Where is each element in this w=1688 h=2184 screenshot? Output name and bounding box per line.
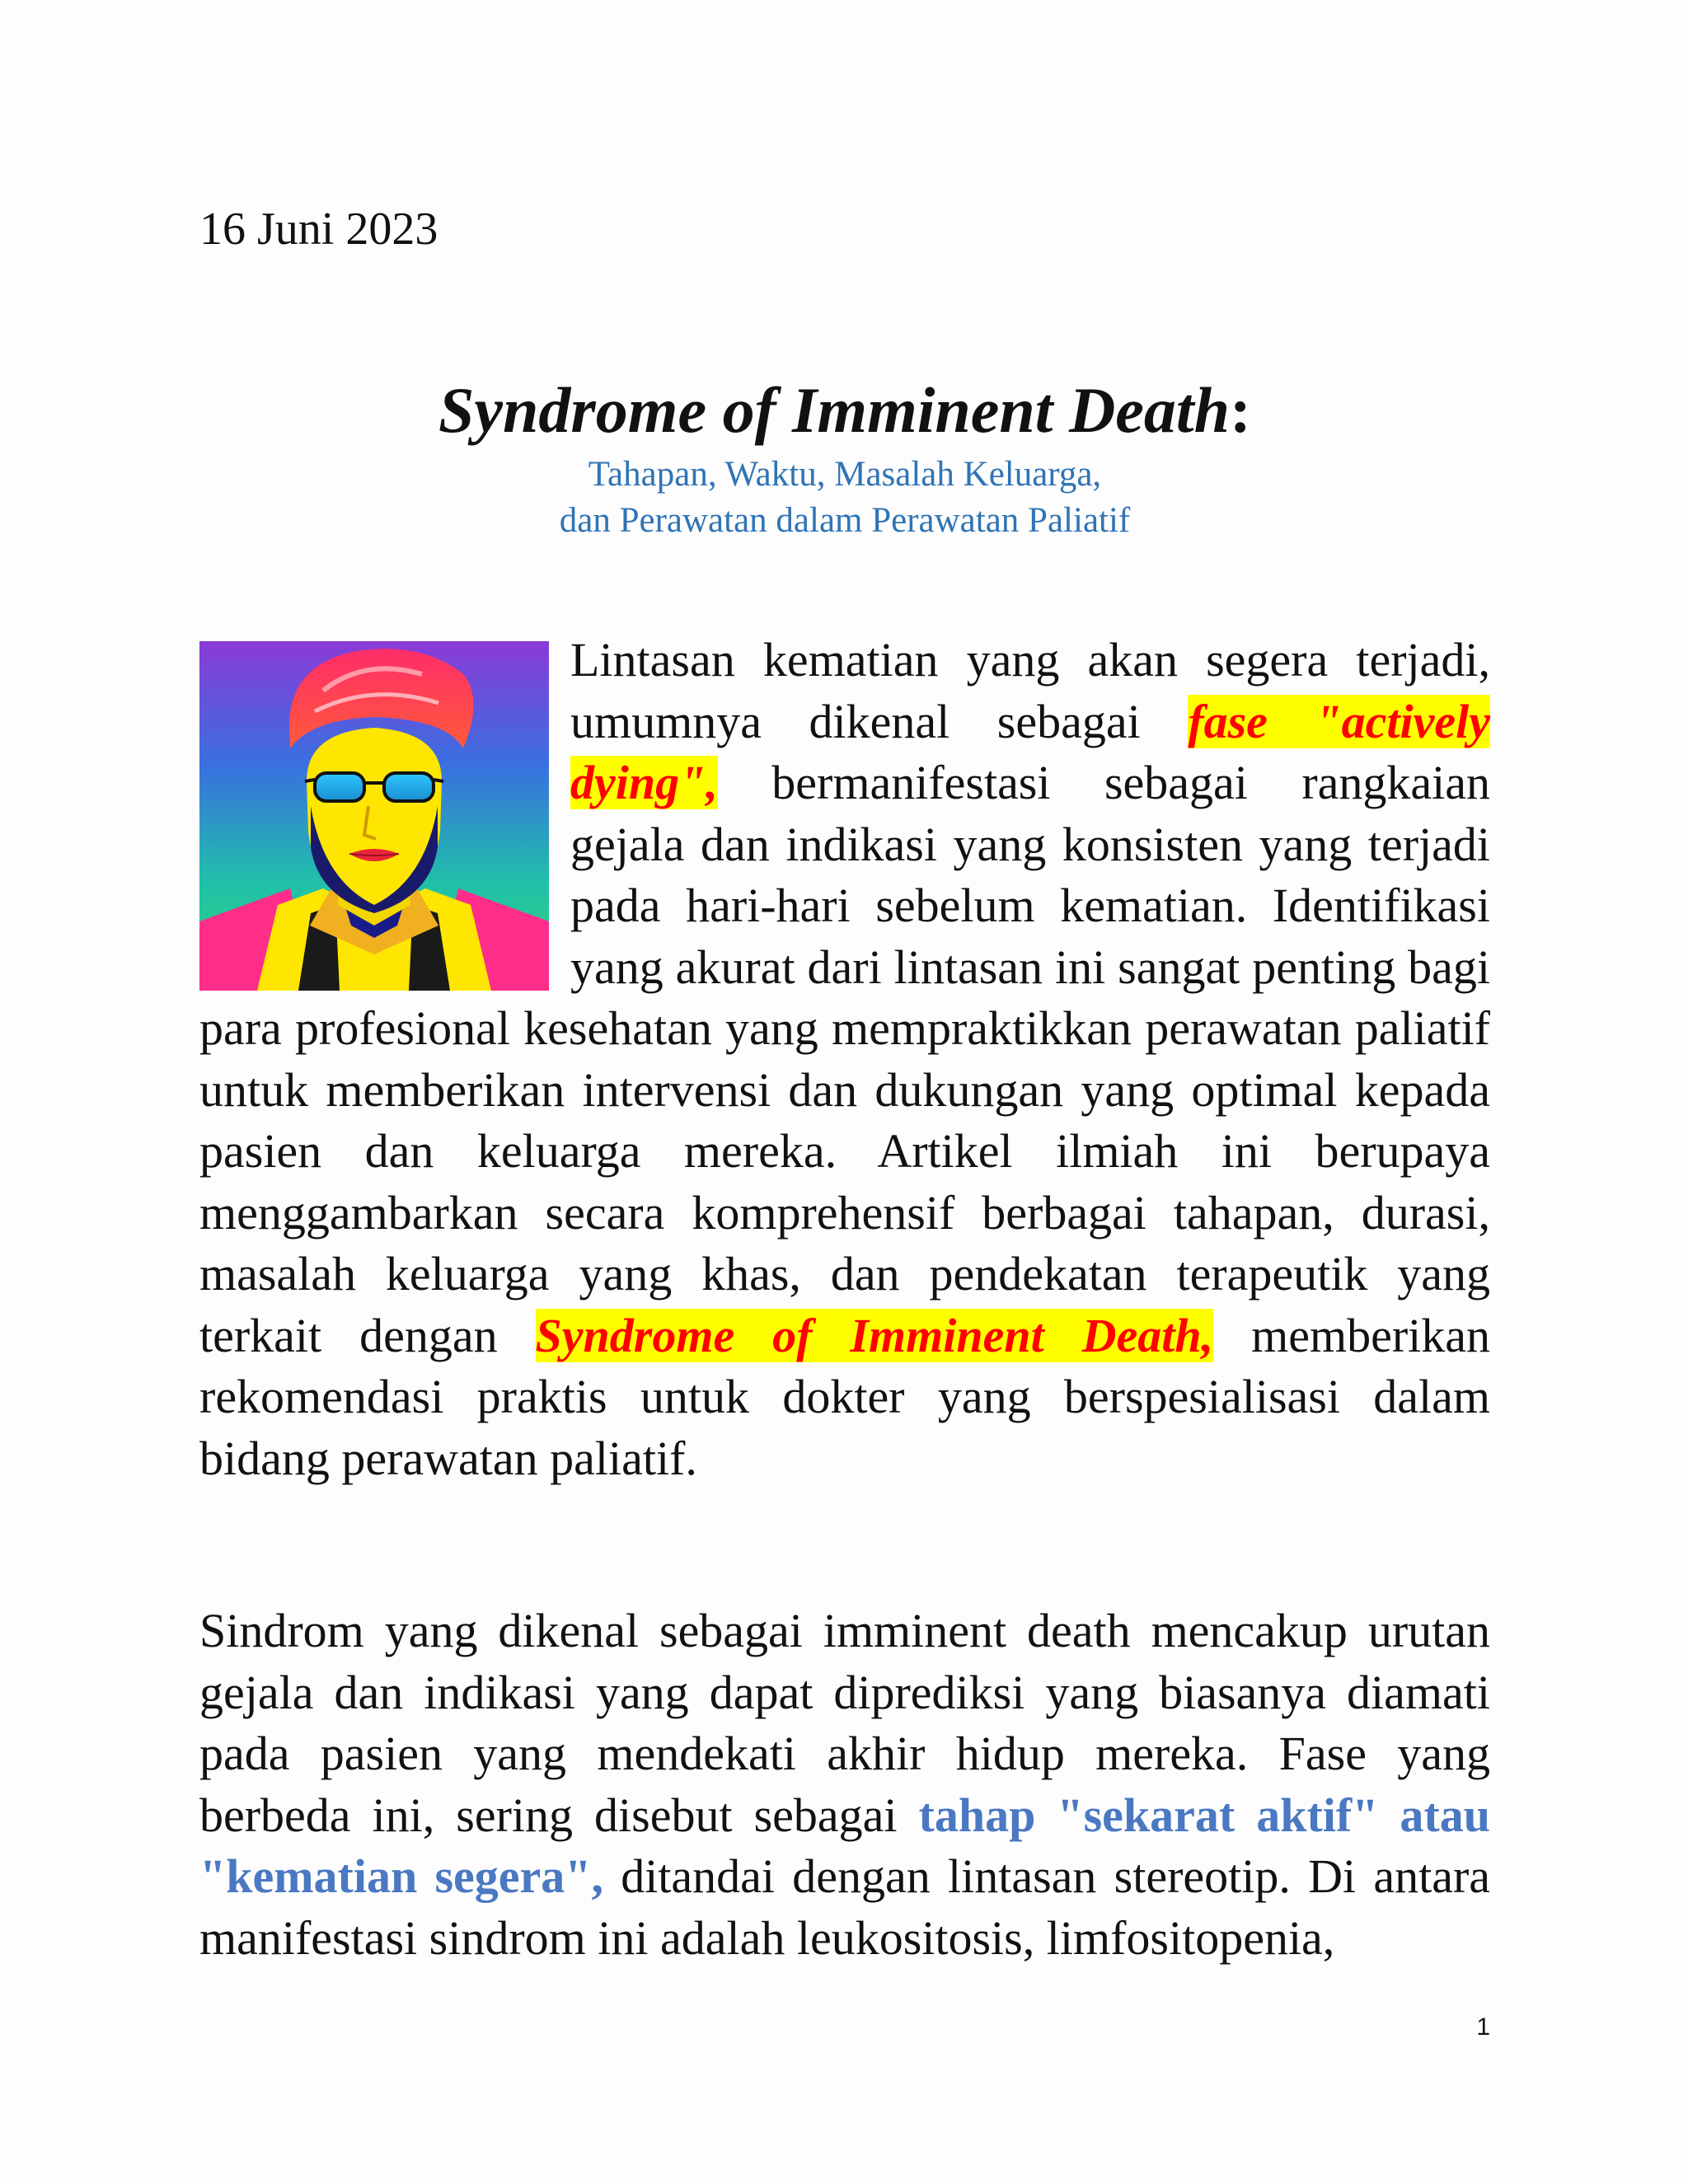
document-title	[199, 369, 1490, 452]
page-number: 1	[1476, 2013, 1490, 2041]
title-block	[199, 369, 1490, 544]
highlight-syndrome-of-imminent-death: Syndrome of Imminent Death,	[535, 1308, 1214, 1362]
paragraph-1-text-c: memberikan rekomendasi praktis untuk dokter yang berspesialisasi dalam bidang perawatan paliatif.	[199, 1308, 1490, 1485]
subtitle-line-1: Tahapan, Waktu, Masalah Keluarga,	[588, 455, 1102, 494]
title-colon: :	[1229, 374, 1251, 446]
paragraph-1	[199, 630, 1490, 1489]
paragraph-1-text-b: bermanifestasi sebagai rangkaian gejala dan indikasi yang konsisten yang terjadi pada hari-hari sebelum kematian. Identifikasi yang akurat dari lintasan ini sangat penting bagi para profesional kesehatan yang mempraktikkan perawatan paliatif untuk memberikan intervensi dan dukungan yang optimal kepada pasien dan keluarga mereka. Artikel ilmiah ini berupaya menggambarkan secara komprehensif berbagai tahapan, durasi, masalah keluarga yang khas, dan pendekatan terapeutik yang terkait dengan	[199, 756, 1490, 1362]
title-text: Syndrome of Imminent Death	[438, 374, 1230, 446]
highlight-actively-dying: fase "actively dying",	[570, 694, 1490, 809]
pop-art-portrait-image	[199, 641, 549, 991]
paragraph-1-text-a: Lintasan kematian yang akan segera terjadi, umumnya dikenal sebagai	[570, 633, 1490, 748]
paragraph-2	[199, 1601, 1490, 1969]
paragraph-2-text-a: Sindrom yang dikenal sebagai imminent death mencakup urutan gejala dan indikasi yang dapat diprediksi yang biasanya diamati pada pasien yang mendekati akhir hidup mereka. Fase yang berbeda ini, sering disebut sebagai	[199, 1604, 1490, 1842]
document-date: 16 Juni 2023	[199, 204, 438, 255]
subtitle-line-2: dan Perawatan dalam Perawatan Paliatif	[559, 501, 1131, 540]
emphasis-sekarat-aktif: tahap "sekarat aktif" atau "kematian segera",	[199, 1788, 1490, 1903]
paragraph-2-text-b: ditandai dengan lintasan stereotip. Di antara manifestasi sindrom ini adalah leukositosis, limfositopenia,	[199, 1849, 1491, 1965]
